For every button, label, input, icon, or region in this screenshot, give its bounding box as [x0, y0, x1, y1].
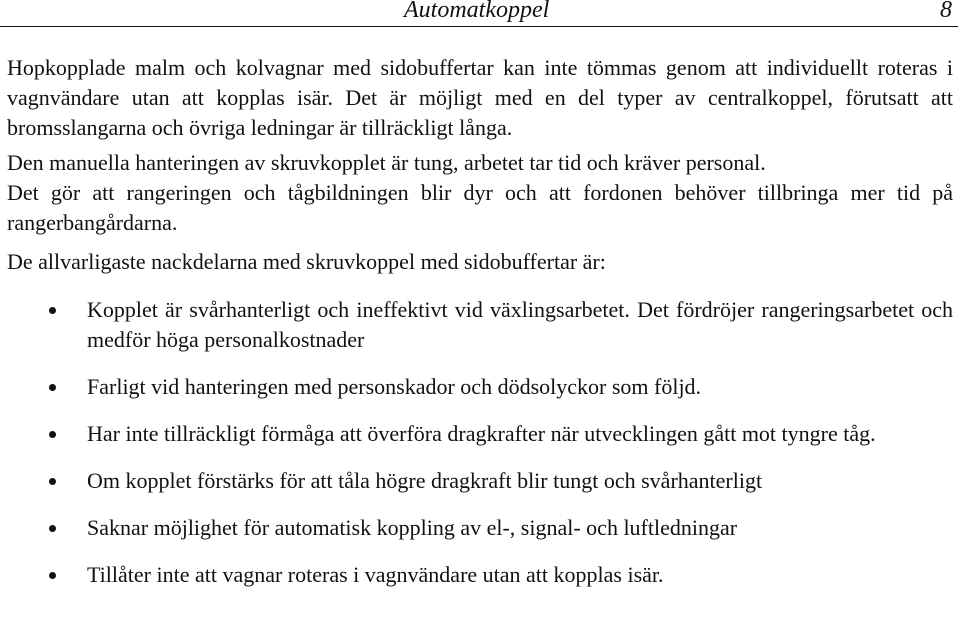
list-item-text: Farligt vid hanteringen med personskador och dödsolyckor som följd. — [87, 374, 702, 399]
bullet-icon — [49, 525, 56, 532]
bullet-icon — [49, 431, 56, 438]
list-item-text: Om kopplet förstärks för att tåla högre dragkraft blir tungt och svårhanterligt — [87, 468, 763, 493]
bullet-icon — [49, 307, 56, 314]
list-item — [7, 419, 953, 449]
bullet-icon — [49, 572, 56, 579]
list-item — [7, 513, 953, 543]
list-item — [7, 295, 953, 355]
bullet-icon — [49, 384, 56, 391]
header-rule — [0, 26, 958, 27]
page-header — [0, 0, 960, 28]
page-number: 8 — [940, 0, 952, 23]
paragraph-shunting-cost: Det gör att rangeringen och tågbildningen blir dyr och att fordonen behöver tillbringa mer tid på rangerbangårdarna. — [7, 180, 953, 235]
drawbacks-list — [7, 295, 953, 590]
list-item-text: Saknar möjlighet för automatisk koppling av el-, signal- och luftledningar — [87, 515, 738, 540]
list-item-text: Tillåter inte att vagnar roteras i vagnvändare utan att kopplas isär. — [87, 562, 664, 587]
list-item-text: Kopplet är svårhanterligt och ineffektivt vid växlingsarbetet. Det fördröjer rangeringsarbetet och medför höga personalkostnader — [87, 297, 953, 352]
paragraph-drawbacks-intro: De allvarligaste nackdelarna med skruvkoppel med sidobuffertar är: — [7, 249, 606, 274]
list-item-text: Har inte tillräckligt förmåga att överföra dragkrafter när utvecklingen gått mot tyngre tåg. — [87, 421, 876, 446]
bullet-icon — [49, 478, 56, 485]
paragraph-manual-handling: Den manuella hanteringen av skruvkopplet är tung, arbetet tar tid och kräver personal. — [7, 150, 766, 175]
list-item — [7, 372, 953, 402]
list-item — [7, 560, 953, 590]
document-body — [7, 53, 953, 590]
header-title: Automatkoppel — [404, 0, 550, 23]
paragraph-unloading: Hopkopplade malm och kolvagnar med sidobuffertar kan inte tömmas genom att individuellt roteras i vagnvändare utan att kopplas isär. Det är möjligt med en del typer av centralkoppel, förutsatt att bromsslangarna och övriga ledningar är tillräckligt långa. — [7, 55, 953, 140]
list-item — [7, 466, 953, 496]
